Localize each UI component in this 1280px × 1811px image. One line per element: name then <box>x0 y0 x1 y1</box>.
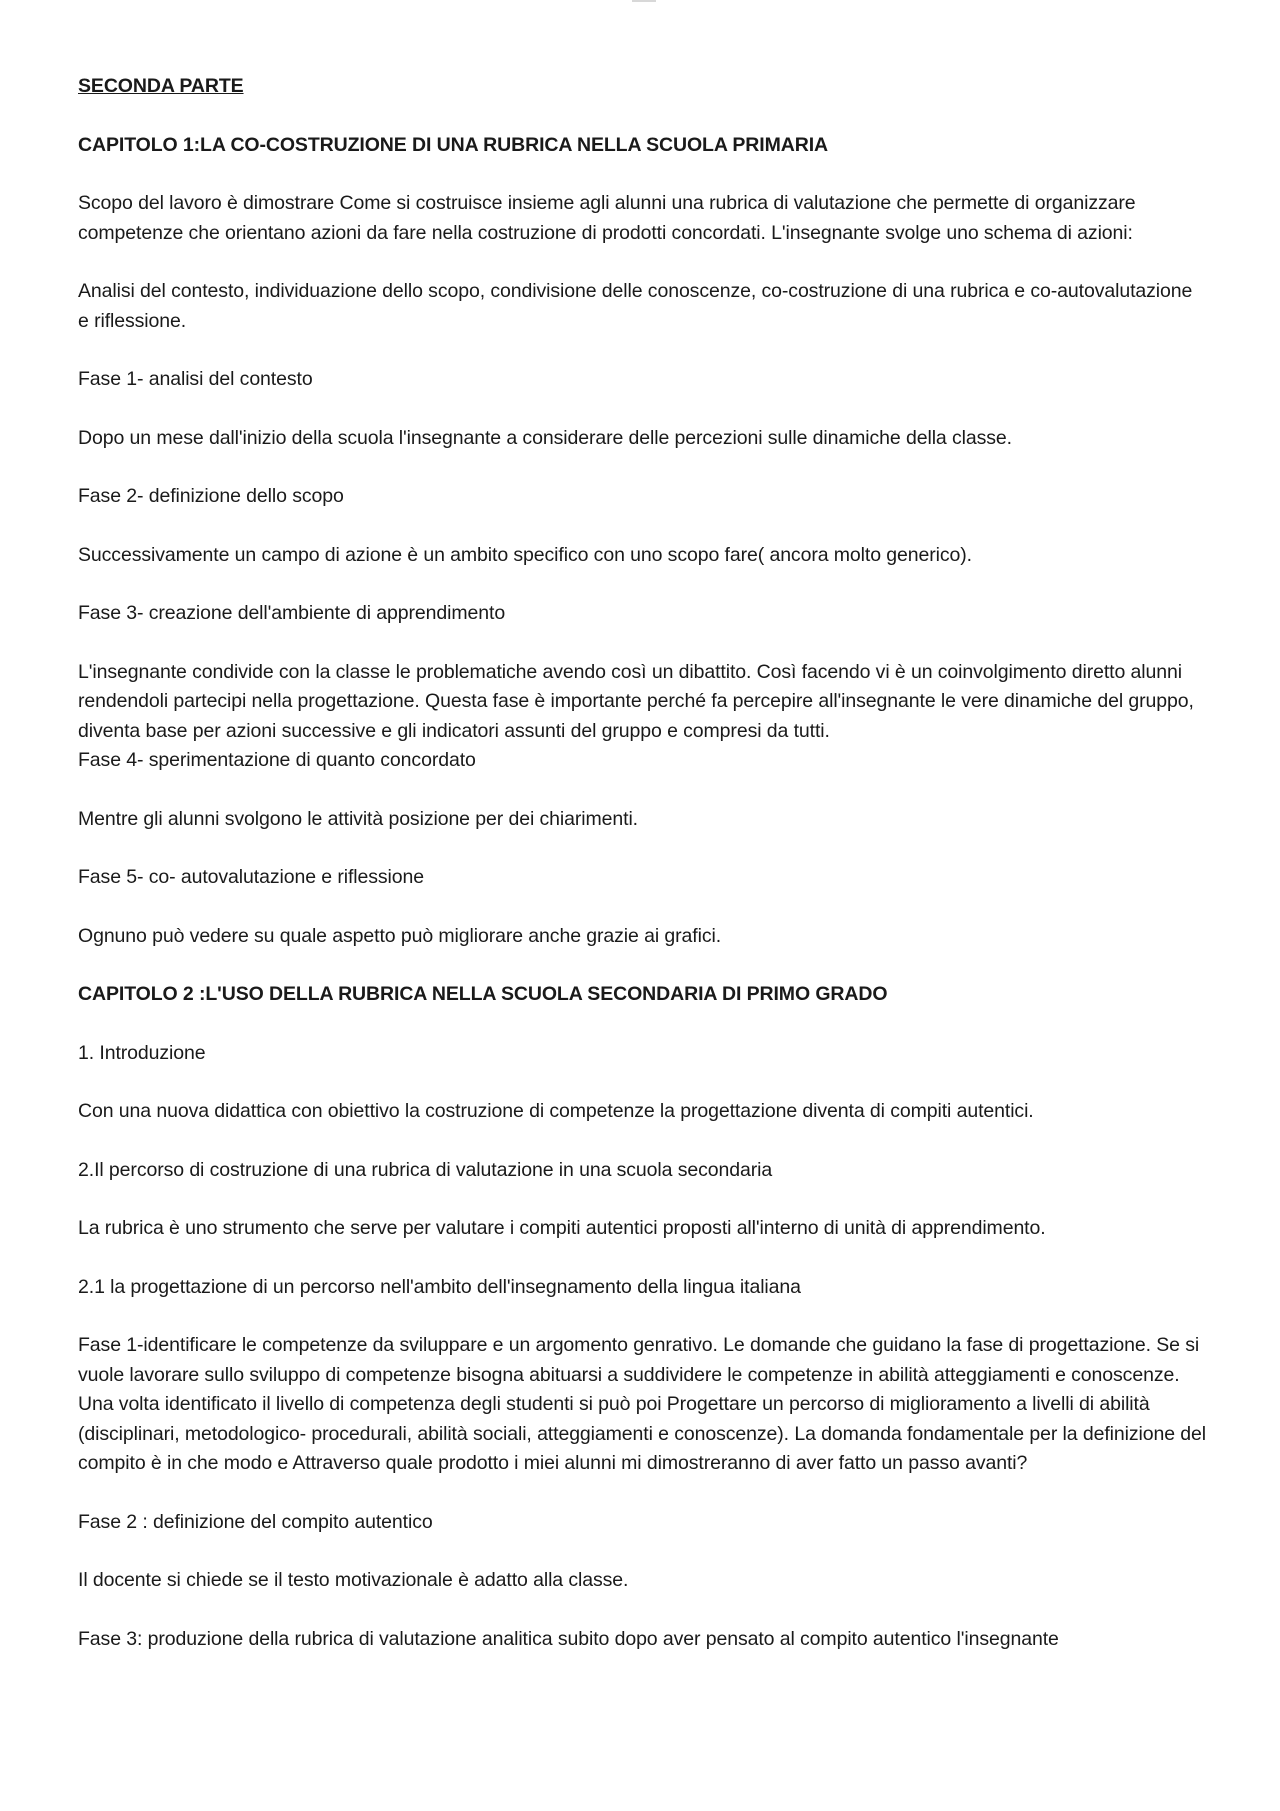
phase3-text: L'insegnante condivide con la classe le problematiche avendo così un dibattito. Così facendo vi è un coinvolgimento diretto alunni rendendoli partecipi nella progettazione. Questa fase è importante perché fa percepire all'insegnante le vere dinamiche del gruppo, diventa base per azioni successive e gli indicatori assunti del gruppo e compresi da tutti. <box>78 660 1194 742</box>
chapter1-actions: Analisi del contesto, individuazione dello scopo, condivisione delle conoscenze, co-costruzione di una rubrica e co-autovalutazione e riflessione. <box>78 280 1193 332</box>
section21-phase2-title: Fase 2 : definizione del compito autentico <box>78 1510 433 1533</box>
section21-phase3: Fase 3: produzione della rubrica di valutazione analitica subito dopo aver pensato al compito autentico l'insegnante <box>78 1627 1059 1650</box>
phase4-title: Fase 4- sperimentazione di quanto concordato <box>78 749 476 771</box>
section21-phase2-text: Il docente si chiede se il testo motivazionale è adatto alla classe. <box>78 1569 629 1591</box>
part-title: SECONDA PARTE <box>78 75 244 97</box>
phase5-title: Fase 5- co- autovalutazione e riflessione <box>78 866 425 888</box>
section2-title: 2.Il percorso di costruzione di una rubrica di valutazione in una scuola secondaria <box>78 1158 773 1181</box>
section21-phase1: Fase 1-identificare le competenze da sviluppare e un argomento genrativo. Le domande che guidano la fase di progettazione. Se si vuole lavorare sullo sviluppo di competenze bisogna abituarsi a suddividere le competenze in abilità atteggiamenti e conoscenze. Una volta identificato il livello di competenza degli studenti si può poi Progettare un percorso di miglioramento a livelli di abilità (disciplinari, metodologico- procedurali, abilità sociali, atteggiamenti e conoscenze). La domanda fondamentale per la definizione del compito è in che modo e Attraverso quale prodotto i miei alunni mi dimostreranno di aver fatto un passo avanti? <box>78 1334 1207 1474</box>
phase1-text: Dopo un mese dall'inizio della scuola l'insegnante a considerare delle percezioni sulle dinamiche della classe. <box>78 426 1012 449</box>
section2-text: La rubrica è uno strumento che serve per valutare i compiti autentici proposti all'interno di unità di apprendimento. <box>78 1217 1046 1239</box>
document-body <box>78 72 1208 1654</box>
chapter1-intro: Scopo del lavoro è dimostrare Come si costruisce insieme agli alunni una rubrica di valutazione che permette di organizzare competenze che orientano azioni da fare nella costruzione di prodotti concordati. L'insegnante svolge uno schema di azioni: <box>78 192 1136 244</box>
phase2-text: Successivamente un campo di azione è un ambito specifico con uno scopo fare( ancora molto generico). <box>78 543 972 566</box>
section1-title: 1. Introduzione <box>78 1041 206 1064</box>
chapter2-title: CAPITOLO 2 :L'USO DELLA RUBRICA NELLA SCUOLA SECONDARIA DI PRIMO GRADO <box>78 983 888 1005</box>
chapter1-title: CAPITOLO 1:LA CO-COSTRUZIONE DI UNA RUBRICA NELLA SCUOLA PRIMARIA <box>78 133 829 156</box>
phase3-title: Fase 3- creazione dell'ambiente di apprendimento <box>78 602 506 624</box>
phase4-text: Mentre gli alunni svolgono le attività posizione per dei chiarimenti. <box>78 807 638 830</box>
page-top-mark <box>632 0 656 2</box>
section1-text: Con una nuova didattica con obiettivo la costruzione di competenze la progettazione diventa di compiti autentici. <box>78 1100 1034 1122</box>
phase1-title: Fase 1- analisi del contesto <box>78 368 313 390</box>
phase5-text: Ognuno può vedere su quale aspetto può migliorare anche grazie ai grafici. <box>78 924 722 947</box>
section21-title: 2.1 la progettazione di un percorso nell'ambito dell'insegnamento della lingua italiana <box>78 1275 801 1298</box>
phase2-title: Fase 2- definizione dello scopo <box>78 485 344 507</box>
